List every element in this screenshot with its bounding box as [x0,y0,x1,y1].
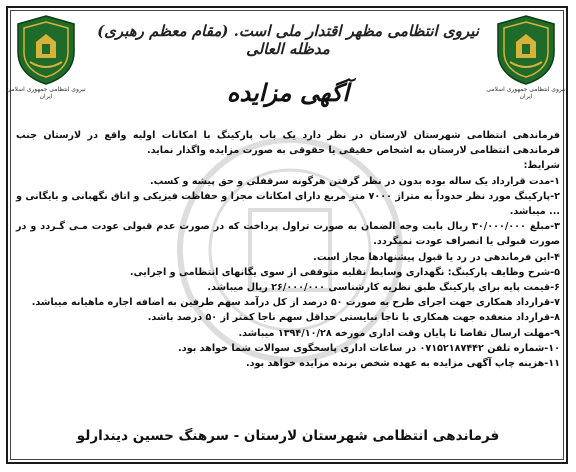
slogan-headline: نیروی انتظامی مظهر اقتدار ملی است. (مقام معظم رهبری) مدظله العالی [97,22,479,58]
condition-item: ۱۱-هزینه چاپ آگهی مزایده به عهده شخص برنده مزایده خواهد بود. [245,358,560,370]
emblem-caption: نیروی انتظامی جمهوری اسلامی ایران [6,86,86,100]
police-emblem-icon [14,14,78,86]
condition-item: ۶-قیمت پایه برای پارکینگ طبق نظریه کارشناسی ۲۶/۰۰۰/۰۰۰ ریال میباشد. [207,282,560,294]
notice-body [16,128,560,371]
signature-line: فرماندهی انتظامی شهرستان لارستان - سرهنگ حسین دیندارلو [76,428,500,444]
condition-item: ۱۰-شماره تلفن ۰۷۱۵۲۱۸۷۴۴۲ در ساعات اداری پاسخگوی سوالات شما خواهد بود. [178,342,560,354]
condition-item: ۳-مبلغ ۳۰/۰۰۰/۰۰۰ ریال بابت وجه الضمان به صورت تراول پرداخت که در صورت عدم قبولی عودت مـی گـردد و در صورت قبولی یا انصراف عودت نمیگردد. [16,221,560,248]
condition-item: ۴-این فرماندهی در رد یا قبول پیشنهادها مجاز است. [313,251,560,263]
condition-item: ۵-شرح وظایف پارکینگ: نگهداری وسایط نقلیه متوقفی از سوی یگانهای انتظامی و اجرایی. [129,266,560,278]
police-emblem-icon [494,14,558,86]
condition-item: ۱-مدت قرارداد یک ساله بوده بدون در نظر گرفتن هرگونه سرقفلی و حق پیشه و کسب. [150,175,560,187]
condition-item: ۷-قرارداد همکاری جهت اجرای طرح به صورت ۵۰ درصد از کل درآمد سهم طرفین به اضافه اجاره ماهیانه میباشد. [31,297,560,309]
condition-item: ۲-پارکینگ مورد نظر حدوداً به متراژ ۷۰۰۰ متر مربع دارای امکانات مجزا و حفاظت فیزیکی و اتاق نگهبانی و بایگانی و ... میباشد. [16,190,560,218]
emblem-caption: نیروی انتظامی جمهوری اسلامی ایران [486,86,566,100]
condition-item: ۸-قرارداد منعقده جهت همکاری با ناجا نبایستی حداقل سهم ناجا کمتر از ۵۰ درصد باشد. [147,312,560,324]
intro-paragraph: فرماندهی انتظامی شهرستان لارستان در نظر دارد یک باب پارکینگ با امکانات اولیه واقع در لارستان جنب فرماندهی انتظامی لارستان به اشخاص حقیقی یا حقوقی به صورت مزایده واگذار نماید. [16,130,560,157]
condition-item: ۹-مهلت ارسال تقاضا تا پایان وقت اداری مورخه ۱۳۹۴/۱۰/۲۸ میباشد. [238,327,560,339]
page-title: آگهی مزایده [226,78,350,107]
conditions-label: شرایط: [523,160,560,172]
